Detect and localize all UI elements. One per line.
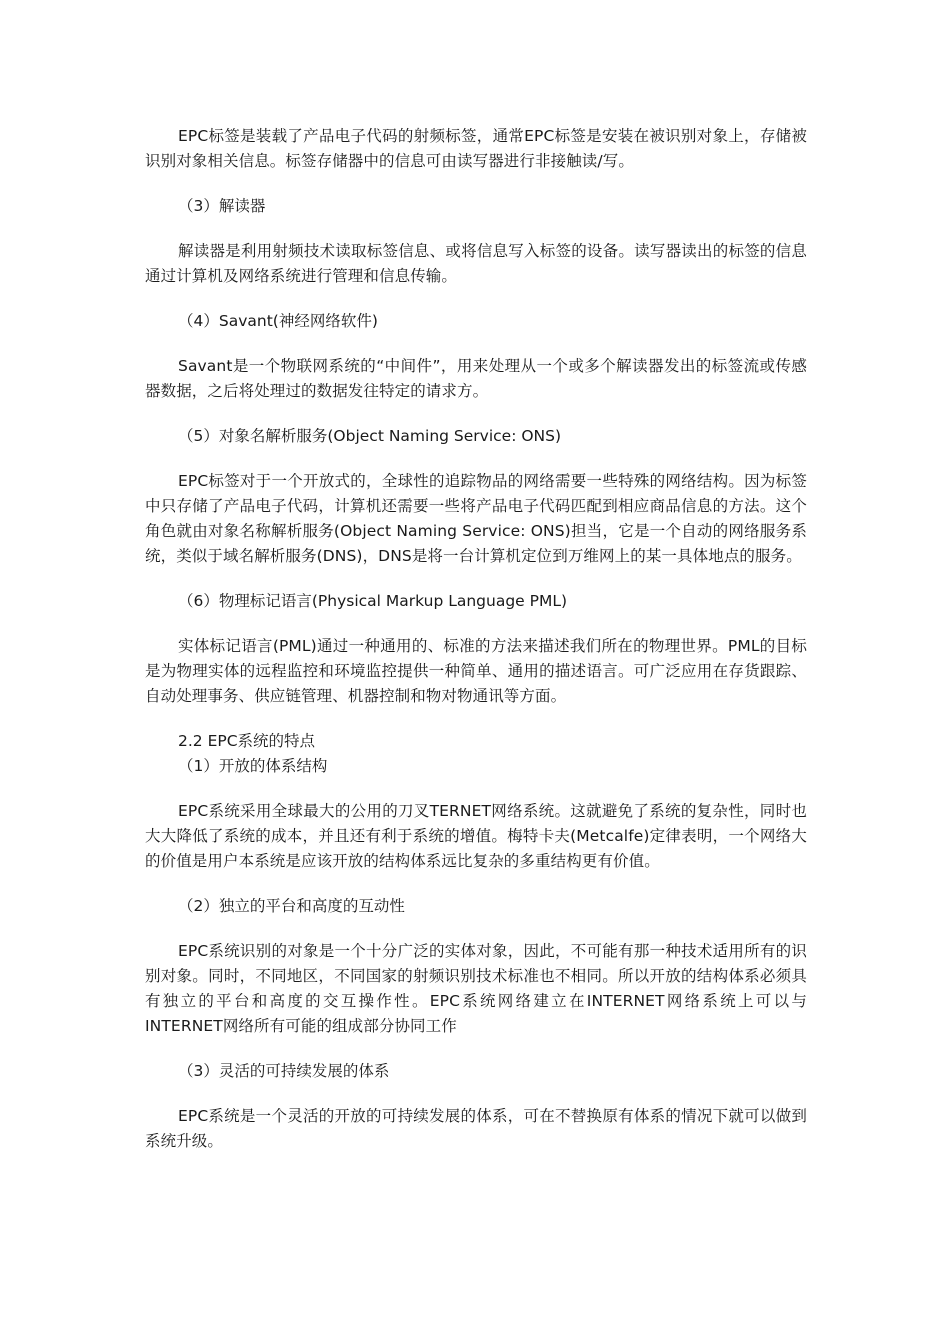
heading-independent-platform: （2）独立的平台和高度的互动性 [178, 897, 405, 915]
paragraph-ons: EPC标签对于一个开放式的，全球性的追踪物品的网络需要一些特殊的网络结构。因为标签中只存储了产品电子代码，计算机还需要一些将产品电子代码匹配到相应商品信息的方法。这个角色就由对象名称解析服务(Object Naming Service: ONS)担当，它是一个自动的网络服务系统，类似于域名解析服务(DNS)，DNS是将一台计算机定位到万维网上的某一具体地点的服务。 [145, 472, 807, 565]
paragraph-independent-platform: EPC系统识别的对象是一个十分广泛的实体对象，因此，不可能有那一种技术适用所有的识别对象。同时，不同地区，不同国家的射频识别技术标准也不相同。所以开放的结构体系必须具有独立的平台和高度的交互操作性。EPC系统网络建立在INTERNET网络系统上可以与INTERNET网络所有可能的组成部分协同工作 [145, 942, 807, 1035]
section-title-epc-features: 2.2 EPC系统的特点 [178, 732, 316, 750]
heading-flexible-system: （3）灵活的可持续发展的体系 [178, 1062, 390, 1080]
document-body [145, 124, 807, 1174]
heading-savant: （4）Savant(神经网络软件) [178, 312, 378, 330]
paragraph-savant: Savant是一个物联网系统的“中间件”，用来处理从一个或多个解读器发出的标签流或传感器数据，之后将处理过的数据发往特定的请求方。 [145, 357, 807, 400]
heading-ons: （5）对象名解析服务(Object Naming Service: ONS) [178, 427, 562, 445]
paragraph-open-architecture: EPC系统采用全球最大的公用的刀叉TERNET网络系统。这就避免了系统的复杂性，同时也大大降低了系统的成本，并且还有利于系统的增值。梅特卡夫(Metcalfe)定律表明，一个网络大的价值是用户本系统是应该开放的结构体系远比复杂的多重结构更有价值。 [145, 802, 807, 870]
heading-reader: （3）解读器 [178, 197, 266, 215]
paragraph-flexible-system: EPC系统是一个灵活的开放的可持续发展的体系，可在不替换原有体系的情况下就可以做到系统升级。 [145, 1107, 807, 1150]
paragraph-epc-tag: EPC标签是装载了产品电子代码的射频标签，通常EPC标签是安装在被识别对象上，存储被识别对象相关信息。标签存储器中的信息可由读写器进行非接触读/写。 [145, 127, 807, 170]
paragraph-pml: 实体标记语言(PML)通过一种通用的、标准的方法来描述我们所在的物理世界。PML的目标是为物理实体的远程监控和环境监控提供一种简单、通用的描述语言。可广泛应用在存货跟踪、自动处理事务、供应链管理、机器控制和物对物通讯等方面。 [145, 637, 807, 705]
paragraph-reader: 解读器是利用射频技术读取标签信息、或将信息写入标签的设备。读写器读出的标签的信息通过计算机及网络系统进行管理和信息传输。 [145, 242, 807, 285]
heading-open-architecture: （1）开放的体系结构 [178, 757, 328, 775]
heading-pml: （6）物理标记语言(Physical Markup Language PML) [178, 592, 568, 610]
